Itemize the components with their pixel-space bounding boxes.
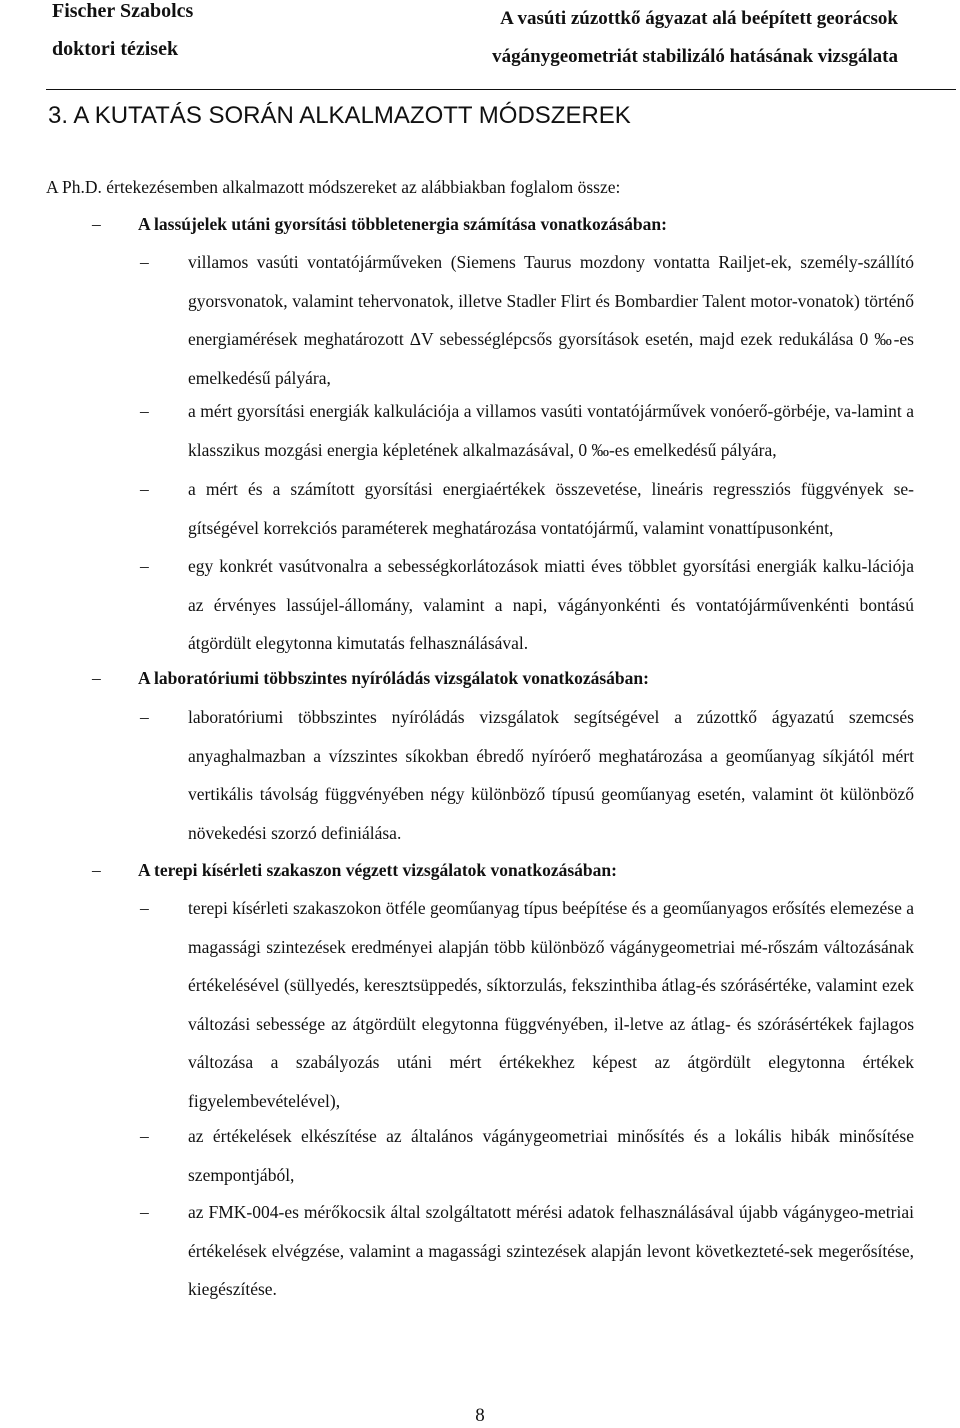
item-bullet-dash: –	[140, 401, 149, 421]
section-bullet-dash: –	[92, 860, 101, 880]
list-item-text: egy konkrét vasútvonalra a sebességkorlátozások miatti éves többlet gyorsítási energiák kalku-lációja az érvényes lassújel-állomány, valamint a napi, vágányonkénti és vontatójárművenkénti bontású átgördült elegytonna kimutatás felhasználásával.	[188, 556, 914, 654]
item-bullet-dash: –	[140, 479, 149, 499]
intro-paragraph: A Ph.D. értekezésemben alkalmazott módszereket az alábbiakban foglalom össze:	[46, 177, 621, 197]
item-bullet-dash: –	[140, 556, 149, 576]
list-item-text: az értékelések elkészítése az általános vágánygeometriai minősítés és a lokális hibák minősítése szempontjából,	[188, 1126, 914, 1185]
section-bullet-dash: –	[92, 214, 101, 234]
page-number: 8	[475, 1405, 485, 1426]
item-bullet-dash: –	[140, 1202, 149, 1222]
section-bullet-dash: –	[92, 668, 101, 688]
item-bullet-dash: –	[140, 898, 149, 918]
header-title-block	[428, 6, 898, 82]
section-2-title: A laboratóriumi többszintes nyíróládás vizsgálatok vonatkozásában:	[138, 668, 649, 688]
item-bullet-dash: –	[140, 707, 149, 727]
section-3-title: A terepi kísérleti szakaszon végzett vizsgálatok vonatkozásában:	[138, 860, 617, 880]
header-author-name: Fischer Szabolcs	[52, 0, 194, 22]
list-item-text: a mért és a számított gyorsítási energiaértékek összevetése, lineáris regressziós függvények se-gítségével korrekciós paraméterek meghatározása vontatójármű, valamint vonattípusonként,	[188, 479, 914, 538]
item-bullet-dash: –	[140, 252, 149, 272]
list-item-text: laboratóriumi többszintes nyíróládás vizsgálatok segítségével a zúzottkő ágyazatú szemcsés anyaghalmazban a vízszintes síkokban ébredő nyíróerő meghatározása a geoműanyag síkjától mért vertikális távolság függvényében négy különböző típusú geoműanyag esetén, valamint öt különböző növekedési szorzó definiálása.	[188, 707, 914, 843]
header-title-line-1: A vasúti zúzottkő ágyazat alá beépített georácsok	[500, 8, 898, 29]
section-heading: 3. A KUTATÁS SORÁN ALKALMAZOTT MÓDSZEREK	[48, 102, 631, 129]
header-divider	[46, 89, 956, 90]
header-document-type: doktori tézisek	[52, 38, 179, 60]
header-title-line-2: vágánygeometriát stabilizáló hatásának vizsgálata	[492, 46, 898, 67]
section-1-title: A lassújelek utáni gyorsítási többletenergia számítása vonatkozásában:	[138, 214, 667, 234]
header-author-block	[52, 0, 312, 76]
item-bullet-dash: –	[140, 1126, 149, 1146]
list-item-text: villamos vasúti vontatójárműveken (Siemens Taurus mozdony vontatta Railjet-ek, személy-szállító gyorsvonatok, valamint tehervonatok, illetve Stadler Flirt és Bombardier Talent motor-vonatok) történő energiamérések meghatározott ΔV sebességlépcsős gyorsítások esetén, majd ezek redukálása 0 ‰-es emelkedésű pályára,	[188, 252, 914, 388]
list-item-text: terepi kísérleti szakaszokon ötféle geoműanyag típus beépítése és a geoműanyagos erősítés elemezése a magassági szintezések eredményei alapján több különböző vágánygeometriai mé-rőszám változásának értékelésével (süllyedés, keresztsüppedés, síktorzulás, fekszinthiba átlag-és szórásértéke, valamint ezek változási sebessége az átgördült elegytonna függvényében, il-letve az átlag- és szórásértékek fajlagos változása a szabályozás utáni mért értékekhez képest az átgördült elegytonna értékek figyelembevételével),	[188, 898, 914, 1111]
list-item-text: a mért gyorsítási energiák kalkulációja a villamos vasúti vontatójárművek vonóerő-görbéje, va-lamint a klasszikus mozgási energia képletének alkalmazásával, 0 ‰-es emelkedésű pályára,	[188, 401, 914, 460]
list-item-text: az FMK-004-es mérőkocsik által szolgáltatott mérési adatok felhasználásával újabb vágánygeo-metriai értékelések elvégzése, valamint a magassági szintezések alapján levont következteté-sek megerősítése, kiegészítése.	[188, 1202, 914, 1300]
